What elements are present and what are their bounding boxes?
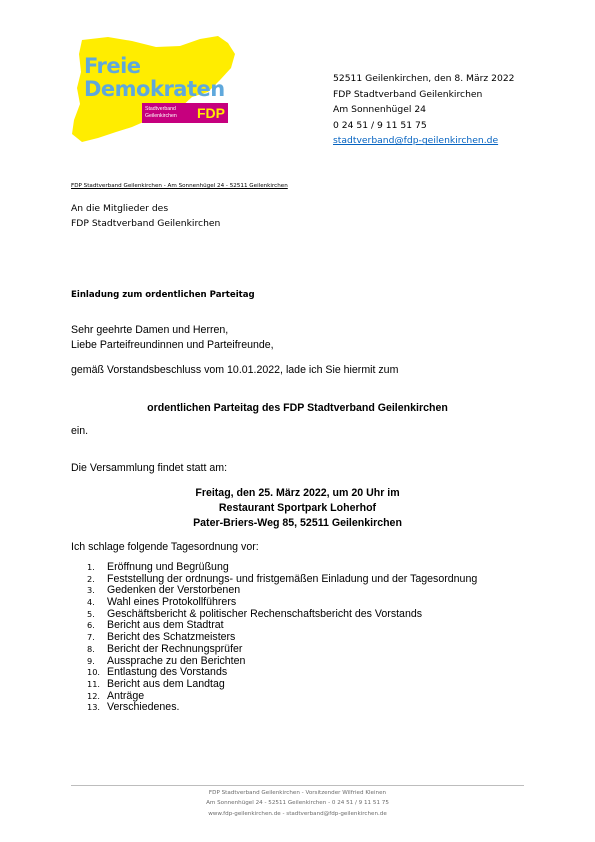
agenda-text: Gedenken der Verstorbenen [107, 584, 241, 597]
sender-place-date: 52511 Geilenkirchen, den 8. März 2022 [333, 73, 515, 84]
agenda-number: 3. [87, 585, 95, 596]
badge-fdp: FDP [197, 105, 225, 121]
agenda-text: Eröffnung und Begrüßung [107, 561, 229, 573]
footer-line-3: www.fdp-geilenkirchen.de - stadtverband@fdp-geilenkirchen.de [208, 810, 387, 817]
footer-line-2: Am Sonnenhügel 24 - 52511 Geilenkirchen - 0 24 51 / 9 11 51 75 [206, 800, 389, 807]
agenda-number: 13. [87, 702, 101, 713]
fdp-logo [68, 34, 243, 146]
agenda-number: 5. [87, 608, 95, 619]
agenda-number: 12. [87, 690, 101, 701]
badge-line-2: Geilenkirchen [145, 113, 177, 119]
venue-intro: Die Versammlung findet statt am: [71, 462, 228, 474]
footer [71, 788, 524, 819]
agenda-text: Aussprache zu den Berichten [107, 654, 246, 667]
agenda-text: Bericht aus dem Stadtrat [107, 619, 224, 632]
letter-subject: Einladung zum ordentlichen Parteitag [71, 290, 255, 300]
agenda-number: 9. [87, 655, 95, 666]
sender-street: Am Sonnenhügel 24 [333, 104, 427, 116]
venue-line-2: Restaurant Sportpark Loherhof [218, 502, 377, 514]
event-ein: ein. [71, 425, 89, 437]
salutation-2: Liebe Parteifreundinnen und Parteifreunde, [71, 339, 274, 351]
sender-email-link[interactable]: stadtverband@fdp-geilenkirchen.de [333, 135, 499, 147]
agenda-text: Geschäftsbericht & politischer Rechenschaftsbericht des Vorstands [107, 607, 423, 620]
agenda-text: Verschiedenes. [107, 701, 180, 714]
logo-text-freie: Freie [84, 54, 141, 78]
agenda-intro: Ich schlage folgende Tagesordnung vor: [71, 541, 259, 553]
badge-line-1: Stadtverband [145, 106, 176, 112]
agenda-list [71, 562, 477, 714]
agenda-text: Entlastung des Vorstands [107, 666, 228, 679]
agenda-number: 8. [87, 643, 95, 654]
agenda-number: 2. [87, 573, 95, 584]
agenda-number: 6. [87, 620, 95, 631]
agenda-number: 11. [87, 678, 101, 689]
footer-line-1: FDP Stadtverband Geilenkirchen - Vorsitzender Wilfried Kleinen [208, 790, 387, 796]
agenda-text: Bericht aus dem Landtag [107, 677, 225, 690]
agenda-item [71, 702, 477, 714]
agenda-text: Feststellung der ordnungs- und fristgemäßen Einladung und der Tagesordnung [107, 572, 478, 585]
agenda-text: Bericht der Rechnungsprüfer [107, 642, 243, 655]
agenda-text: Bericht des Schatzmeisters [107, 631, 236, 644]
intro-text: gemäß Vorstandsbeschluss vom 10.01.2022, lade ich Sie hiermit zum [71, 364, 399, 376]
event-title: ordentlichen Parteitag des FDP Stadtverband Geilenkirchen [147, 402, 448, 414]
logo-badge [142, 103, 228, 123]
return-address-line: FDP Stadtverband Geilenkirchen - Am Sonnenhügel 24 - 52511 Geilenkirchen [71, 183, 288, 189]
recipient-line-2: FDP Stadtverband Geilenkirchen [71, 218, 221, 230]
sender-phone: 0 24 51 / 9 11 51 75 [333, 119, 427, 131]
recipient-block [71, 201, 220, 232]
agenda-text: Anträge [107, 689, 145, 702]
recipient-line-1: An die Mitglieder des [71, 203, 169, 214]
agenda-number: 7. [87, 632, 95, 643]
agenda-number: 10. [87, 667, 101, 678]
footer-divider [71, 785, 524, 786]
salutation-1: Sehr geehrte Damen und Herren, [71, 324, 229, 336]
logo-text-demokraten: Demokraten [84, 77, 225, 101]
sender-org: FDP Stadtverband Geilenkirchen [333, 88, 483, 100]
sender-block [333, 71, 515, 149]
agenda-number: 1. [87, 562, 95, 572]
agenda-text: Wahl eines Protokollführers [107, 596, 237, 609]
venue-line-3: Pater-Briers-Weg 85, 52511 Geilenkirchen [193, 517, 402, 529]
venue-line-1: Freitag, den 25. März 2022, um 20 Uhr im [195, 487, 400, 499]
agenda-number: 4. [87, 597, 95, 608]
